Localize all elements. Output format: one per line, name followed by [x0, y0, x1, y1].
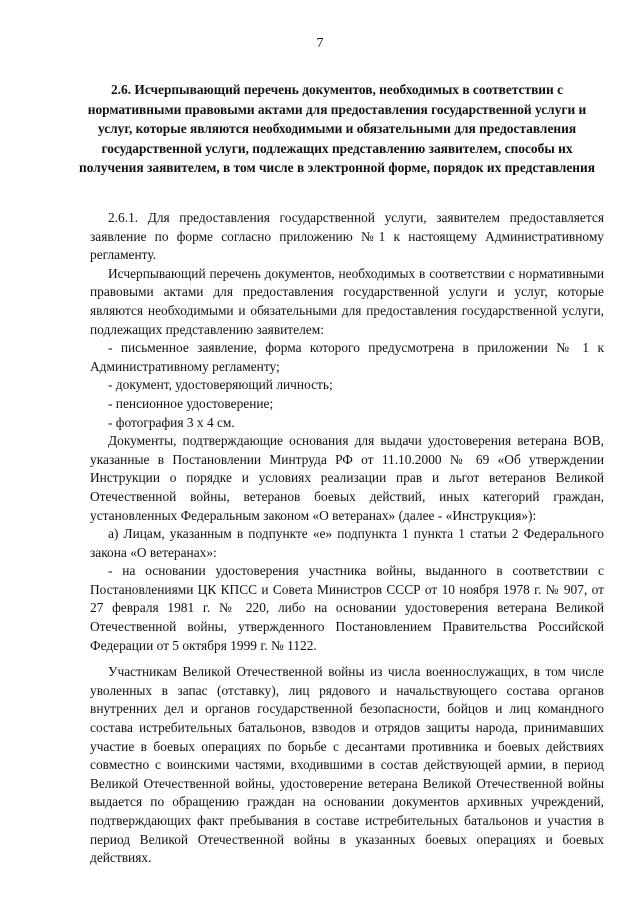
paragraph-2-6-1: 2.6.1. Для предоставления государственной услуги, заявителем предоставляется заявление по форме согласно приложению №1 к настоящему Административному регламенту. — [90, 210, 604, 263]
section-heading: 2.6. Исчерпывающий перечень документов, необходимых в соответствии с нормативными правовыми актами для предоставления государственной услуги и услуг, которые являются необходимыми и обязательными для предоставления государственной услуги, подлежащих представлению заявителем, способы их получения заявителем, в том числе в электронной форме, порядок их представления — [79, 82, 595, 176]
list-item-pension-certificate: - пенсионное удостоверение; — [108, 395, 274, 411]
paragraph-war-participant-certificate: - на основании удостоверения участника войны, выданного в соответствии с Постановлениями ЦК КПСС и Совета Министров СССР от 10 ноября 1978 г. № 907, от 27 февраля 1981 г. № 220, либо на основании удостоверения ветерана Великой Отечественной войны, утвержденного Постановлением Правительства Российской Федерации от 5 октября 1999 г. № 1122. — [90, 563, 604, 653]
list-item-photo: - фотография 3 х 4 см. — [108, 414, 235, 430]
paragraph-war-participants: Участникам Великой Отечественной войны из числа военнослужащих, в том числе уволенных в запас (отставку), лиц рядового и начальствующего состава органов внутренних дел и органов государственной безопасности, бойцов и лиц командного состава истребительных батальонов, взводов и отрядов защиты народа, принимавших участие в боевых операциях по борьбе с десантами противника и боевых действиях совместно с воинскими частями, входившими в состав действующей армии, в период Великой Отечественной войны, удостоверение ветерана Великой Отечественной войны выдается по обращению граждан на основании документов архивных учреждений, подтверждающих факт пребывания в составе истребительных батальонов и участия в период Великой Отечественной войны в указанных боевых операциях и боевых действиях. — [90, 664, 604, 866]
paragraph-document-list-intro: Исчерпывающий перечень документов, необходимых в соответствии с нормативными правовыми актами для предоставления государственной услуги и услуг, которые являются необходимыми и обязательными для предоставления государственной услуги, подлежащих представлению заявителем: — [90, 265, 604, 337]
paragraph-supporting-documents: Документы, подтверждающие основания для выдачи удостоверения ветерана ВОВ, указанные в Постановлении Минтруда РФ от 11.10.2000 № 69 «Об утверждении Инструкции о порядке и условиях реализации прав и льгот ветеранов Великой Отечественной войны, ветеранов боевых действий, иных категорий граждан, установленных Федеральным законом «О ветеранах» (далее - «Инструкция»): — [90, 433, 604, 523]
page-number: 7 — [316, 36, 324, 51]
document-body — [90, 209, 604, 868]
paragraph-subitem-a: а) Лицам, указанным в подпункте «е» подпункта 1 пункта 1 статьи 2 Федерального закона «О ветеранах»: — [90, 526, 604, 560]
list-item-identity-document: - документ, удостоверяющий личность; — [108, 377, 333, 393]
list-item-application: - письменное заявление, форма которого предусмотрена в приложении № 1 к Административному регламенту; — [90, 340, 604, 374]
